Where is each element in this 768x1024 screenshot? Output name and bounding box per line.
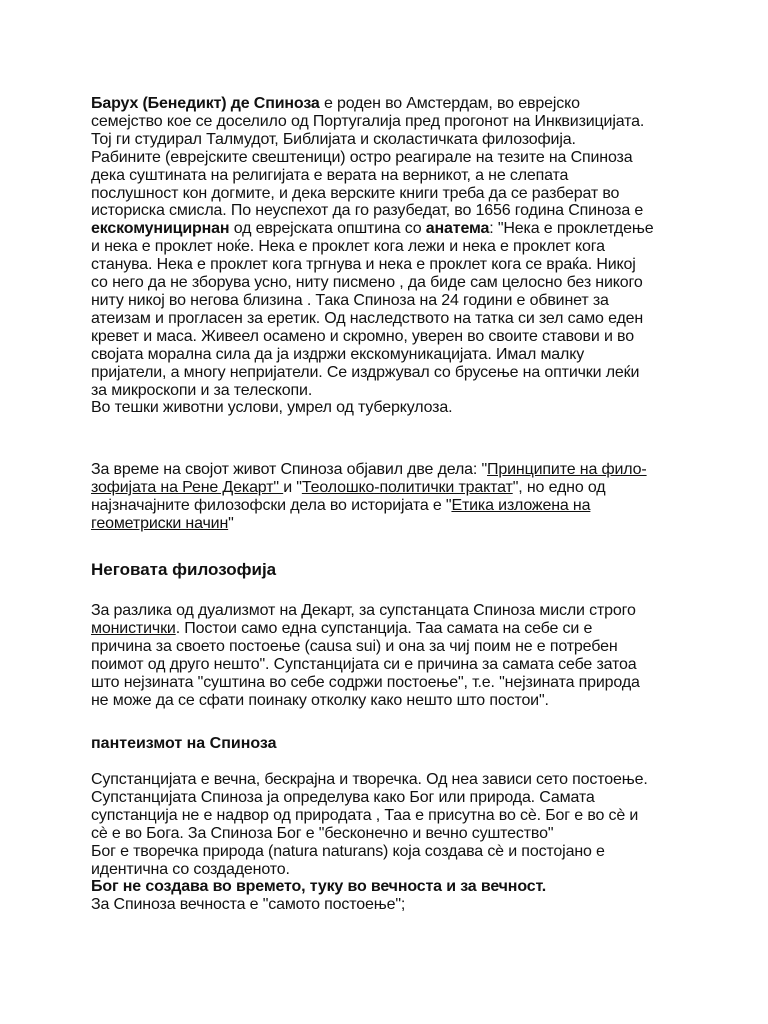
text-line: послушност кон догмите, и дека верските книги треба да се разберат во <box>91 184 620 202</box>
text-line: Супстанцијата е вечна, бескрајна и творечка. Од неа зависи сето постоење. <box>91 771 648 788</box>
text-line: не може да се сфати поинаку отколку како нешто што постои". <box>91 691 549 709</box>
text-line: Рабините (еврејските свештеници) остро реагирале на тезите на Спиноза <box>91 148 633 166</box>
text-line: зофијата на Рене Декарт" и "Теолошко-политички трактат", но едно од <box>91 478 606 496</box>
anathema-term: анатема <box>425 220 490 238</box>
excommunicated-term: екскомуницирнан <box>91 220 230 238</box>
text-line: станува. Нека е проклет кога тргнува и нека е проклет кога се враќа. Никој <box>91 256 636 274</box>
text-line: атеизам и прогласен за еретик. Од наследството на татка си зел само еден <box>91 309 644 327</box>
text-line: со него да не зборува усно, ниту писмено , да биде сам целосно без никого <box>91 274 643 292</box>
text-line: Супстанцијата Спиноза ја определува како Бог или природа. Самата <box>91 788 595 806</box>
text-line: екскомуницирнан од еврејската општина со анатема: "Нека е проклетдење <box>91 220 654 238</box>
text-line: монистички. Постои само една супстанција. Таа самата на себе си е <box>91 619 593 637</box>
text-line: За Спиноза вечноста е "самото постоење"; <box>91 896 406 914</box>
text-line: причина за своето постоење (causa sui) и она за чиј поим не е потребен <box>91 637 618 655</box>
text-line: сè е во Бога. За Спиноза Бог е "бесконечно и вечно суштество" <box>91 824 554 842</box>
text-line: За време на својот живот Спиноза објавил две дела: "Принципите на фило- <box>91 461 647 478</box>
monistic-link[interactable]: монистички <box>91 619 176 637</box>
text-line: супстанција не е надвор од природата , Таа е присутна во сè. Бог е во сè и <box>91 806 639 824</box>
ethics-link-cont[interactable]: геометриски начин <box>91 514 229 532</box>
text-line: кревет и маса. Живеел осамено и скромно, уверен во своите ставови и во <box>91 327 634 345</box>
theological-political-treatise-link[interactable]: Теолошко-политички трактат <box>301 478 513 496</box>
text-line: геометриски начин" <box>91 514 234 532</box>
text-line: Бог е творечка природа (natura naturans) која создава сè и постојано е <box>91 842 605 860</box>
pantheism-heading: пантеизмот на Спиноза <box>91 735 277 752</box>
text-line: За разлика од дуализмот на Декарт, за супстанцата Спиноза мисли строго <box>91 602 636 619</box>
works-paragraph <box>91 461 691 533</box>
text-line: својата морална сила да ја издржи екскомуникацијата. Имал малку <box>91 345 585 363</box>
text-line: Тој ги студирал Талмудот, Библијата и сколастичката филозофија. <box>91 130 576 148</box>
text-line: најзначајните филозофски дела во историјата е "Етика изложена на <box>91 496 591 514</box>
philosophy-heading: Неговата филозофија <box>91 560 277 579</box>
text-line: дека суштината на религијата е верата на верникот, а не слепата <box>91 166 569 184</box>
text-line: Во тешки животни услови, умрел од туберкулоза. <box>91 399 453 417</box>
text-line: ниту никој во негова близина . Така Спиноза на 24 години е обвинет за <box>91 291 609 309</box>
ethics-link[interactable]: Етика изложена на <box>451 496 591 514</box>
bold-statement: Бог не создава во времето, туку во вечноста и за вечност. <box>91 878 547 896</box>
text-line: идентична со создаденото. <box>91 860 290 878</box>
intro-paragraph <box>91 95 691 417</box>
text-line: семејство кое се доселило од Португалија пред прогонот на Инквизицијата. <box>91 112 645 130</box>
text-line: историска смисла. По неуспехот да го разубедат, во 1656 година Спиноза е <box>91 202 644 220</box>
text-line: за микроскопи и за телескопи. <box>91 381 313 399</box>
text-line: што нејзината "суштина во себе содржи постоење", т.е. "нејзината природа <box>91 673 640 691</box>
descartes-principles-link[interactable]: Принципите на фило- <box>487 461 647 478</box>
text-line: пријатели, а многу непријатели. Се издржувал со брусење на оптички леќи <box>91 363 640 381</box>
text-line: и нека е проклет ноќе. Нека е проклет кога лежи и нека е проклет кога <box>91 238 605 256</box>
spinoza-name: Барух (Бенедикт) де Спиноза <box>91 95 320 112</box>
text-line: поимот од друго нешто". Супстанцијата си е причина за самата себе затоа <box>91 655 637 673</box>
pantheism-paragraph <box>91 771 731 914</box>
descartes-principles-link-cont[interactable]: зофијата на Рене Декарт" <box>91 478 284 496</box>
text-line: Барух (Бенедикт) де Спиноза е роден во Амстердам, во еврејско <box>91 95 580 112</box>
philosophy-paragraph <box>91 602 691 709</box>
